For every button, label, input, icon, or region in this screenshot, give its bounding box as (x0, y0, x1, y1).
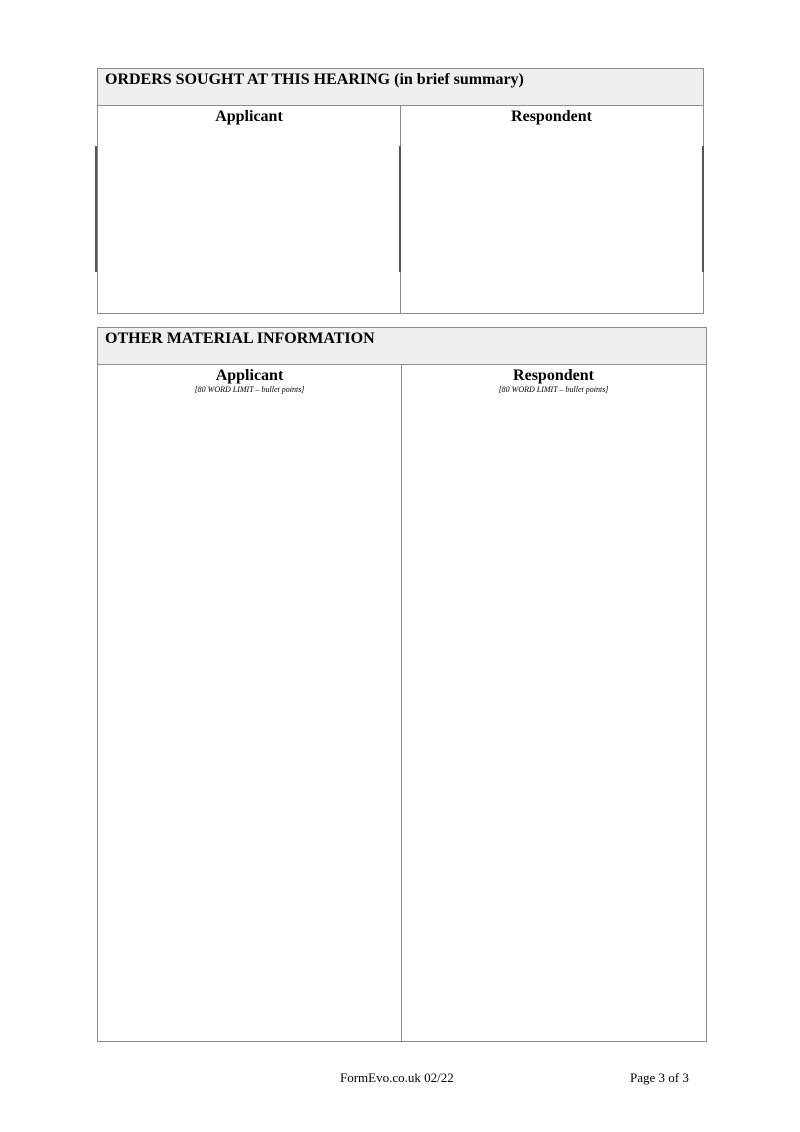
margin-rule-right (702, 146, 704, 272)
orders-applicant-field[interactable] (98, 106, 401, 313)
orders-respondent-heading: Respondent (511, 108, 592, 125)
other-respondent-field[interactable] (401, 365, 706, 1041)
other-applicant-field[interactable] (98, 365, 402, 1041)
other-material-header (98, 328, 706, 365)
margin-rule-left (95, 146, 97, 272)
orders-applicant-heading: Applicant (215, 108, 283, 125)
orders-respondent-field[interactable] (400, 106, 703, 313)
footer-form-reference: FormEvo.co.uk 02/22 (340, 1070, 454, 1085)
other-respondent-heading: Respondent (513, 367, 594, 384)
other-applicant-word-limit: [80 WORD LIMIT – bullet points] (194, 385, 305, 394)
orders-sought-title: ORDERS SOUGHT AT THIS HEARING (in brief summary) (105, 71, 524, 88)
other-material-section (97, 327, 707, 1042)
other-applicant-heading: Applicant (215, 367, 284, 384)
orders-sought-header (98, 69, 703, 106)
other-respondent-word-limit: [80 WORD LIMIT – bullet points] (498, 385, 609, 394)
other-material-title: OTHER MATERIAL INFORMATION (105, 330, 375, 347)
footer-page-number: Page 3 of 3 (630, 1070, 689, 1085)
margin-rule-middle (399, 146, 401, 272)
